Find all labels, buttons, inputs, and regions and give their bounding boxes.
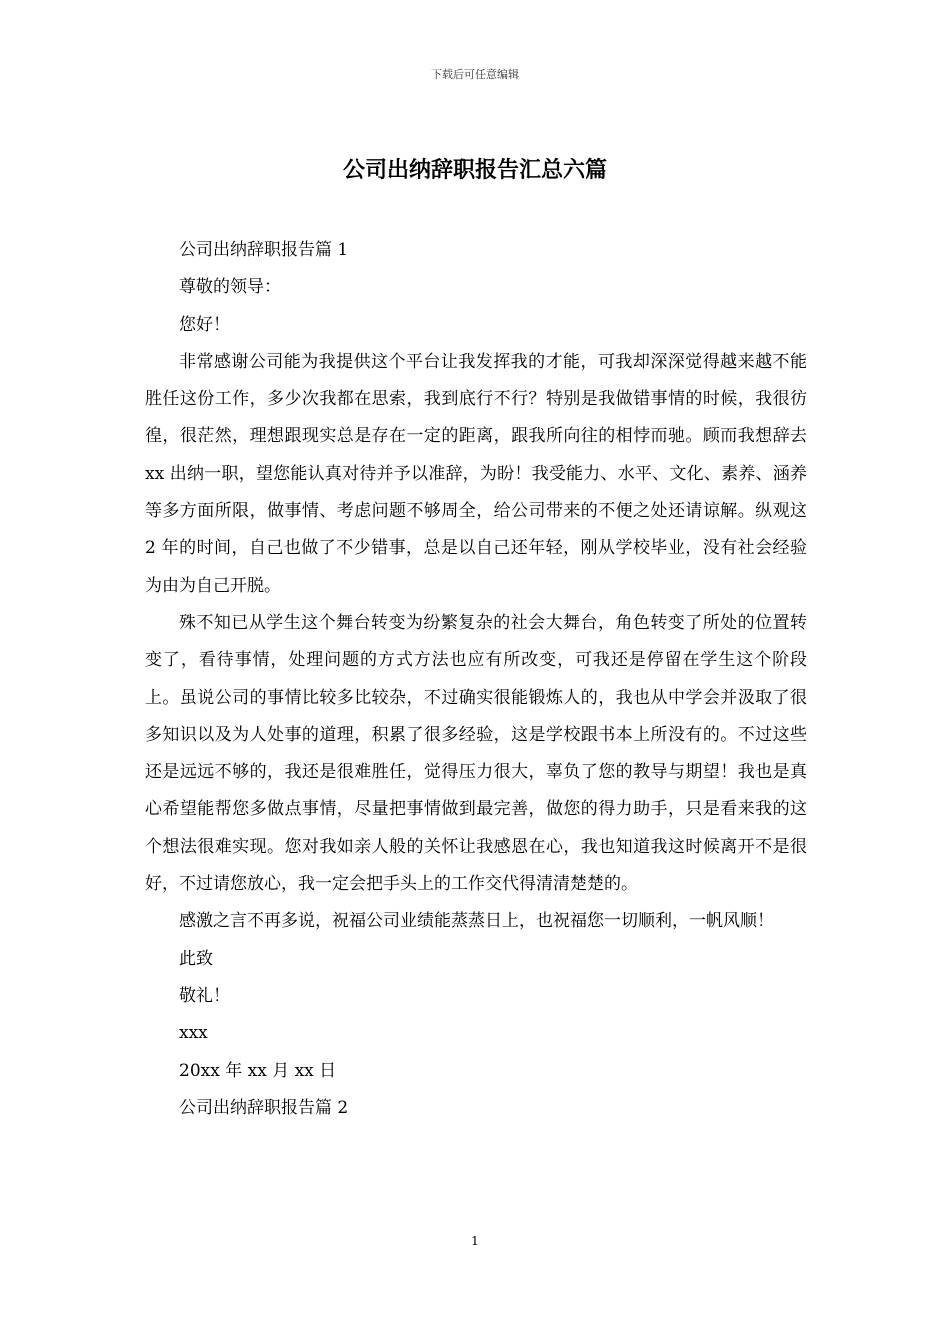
section-heading: 公司出纳辞职报告篇 1	[179, 240, 349, 260]
section-heading: 公司出纳辞职报告篇 2	[179, 1097, 349, 1118]
body-paragraph: 感激之言不再多说，祝福公司业绩能蒸蒸日上，也祝福您一切顺利，一帆风顺！	[179, 911, 774, 932]
page-number: 1	[471, 1234, 479, 1248]
signature: xxx	[179, 1023, 208, 1044]
greeting: 您好！	[179, 314, 230, 335]
salutation: 尊敬的领导：	[179, 277, 281, 298]
closing-line: 此致	[179, 948, 213, 969]
date-line: 20xx 年 xx 月 xx 日	[179, 1060, 337, 1081]
closing-salute: 敬礼！	[179, 985, 230, 1006]
document-title: 公司出纳辞职报告汇总六篇	[342, 157, 607, 183]
header-note: 下载后可任意编辑	[431, 68, 519, 81]
body-paragraph: 非常感谢公司能为我提供这个平台让我发挥我的才能，可我却深深觉得越来越不能胜任这份工作，多少次我都在思索，我到底行不行？特别是我做错事情的时候，我很彷徨，很茫然，理想跟现实总是存在一定的距离，跟我所向往的相悖而驰。顾而我想辞去 xx 出纳一职，望您能认真对待并予以准辞，为盼！我受能力、水平、文化、素养、涵养等多方面所限，做事情、考虑问题不够周全，给公司带来的不便之处还请谅解。纵观这 2 年的时间，自己也做了不少错事，总是以自己还年轻，刚从学校毕业，没有社会经验为由为自己开脱。	[145, 351, 807, 596]
document-body	[145, 232, 807, 1127]
body-paragraph: 殊不知已从学生这个舞台转变为纷繁复杂的社会大舞台，角色转变了所处的位置转变了，看待事情，处理问题的方式方法也应有所改变，可我还是停留在学生这个阶段上。虽说公司的事情比较多比较杂，不过确实很能锻炼人的，我也从中学会并汲取了很多知识以及为人处事的道理，积累了很多经验，这是学校跟书本上所没有的。不过这些还是远远不够的，我还是很难胜任，觉得压力很大，辜负了您的教导与期望！我也是真心希望能帮您多做点事情，尽量把事情做到最完善，做您的得力助手，只是看来我的这个想法很难实现。您对我如亲人般的关怀让我感恩在心，我也知道我这时候离开不是很好，不过请您放心，我一定会把手头上的工作交代得清清楚楚的。	[145, 612, 807, 895]
